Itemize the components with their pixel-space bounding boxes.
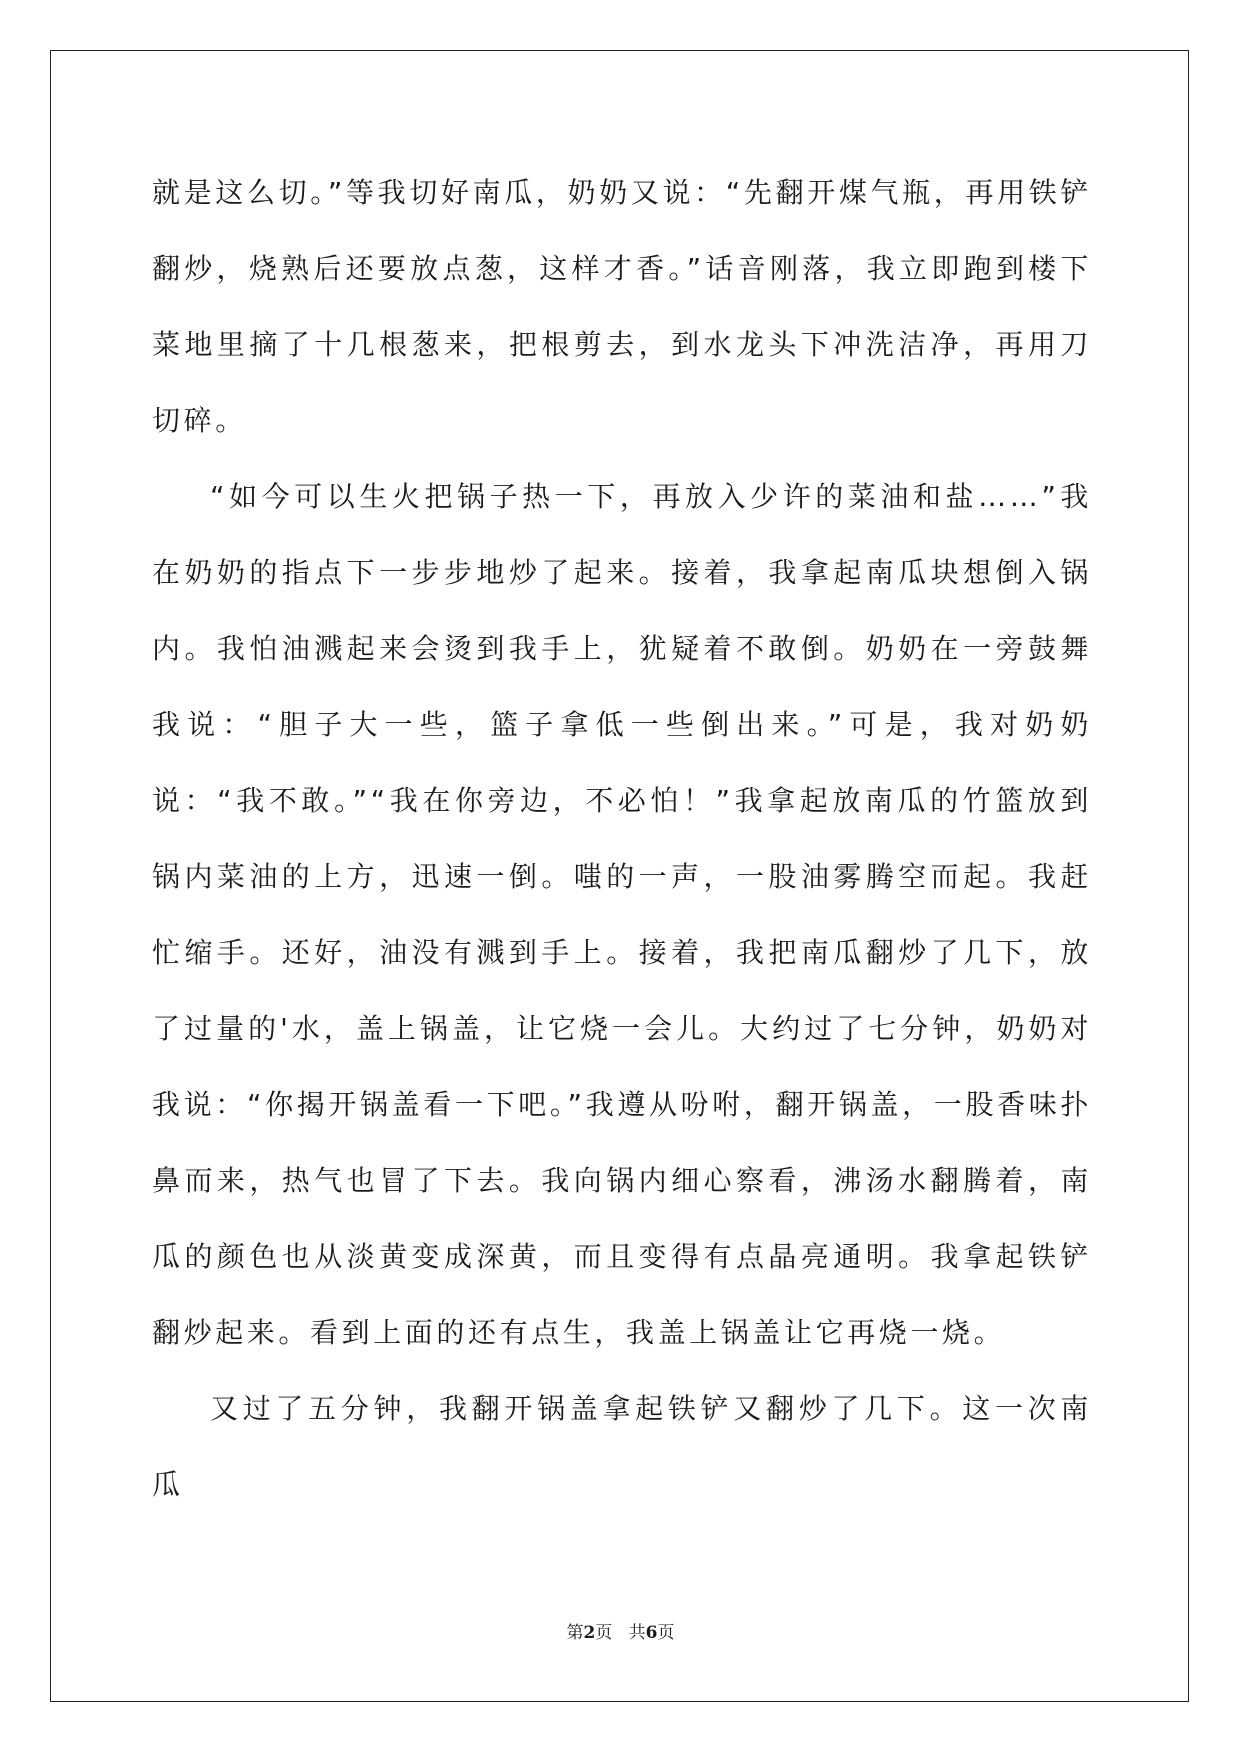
footer-prefix: 第 <box>566 1623 584 1643</box>
footer-mid: 页 共 <box>595 1623 646 1643</box>
paragraph-1: 就是这么切。”等我切好南瓜，奶奶又说：“先翻开煤气瓶，再用铁铲翻炒，烧熟后还要放点葱，这样才香。”话音刚落，我立即跑到楼下菜地里摘了十几根葱来，把根剪去，到水龙头下冲洗洁净，再用刀切碎。 <box>152 176 1092 437</box>
paragraph-2: “如今可以生火把锅子热一下，再放入少许的菜油和盐……”我在奶奶的指点下一步步地炒了起来。接着，我拿起南瓜块想倒入锅内。我怕油溅起来会烫到我手上，犹疑着不敢倒。奶奶在一旁鼓舞我说：“胆子大一些，篮子拿低一些倒出来。”可是，我对奶奶说：“我不敢。”“我在你旁边，不必怕！”我拿起放南瓜的竹篮放到锅内菜油的上方，迅速一倒。嗤的一声，一股油雾腾空而起。我赶忙缩手。还好，油没有溅到手上。接着，我把南瓜翻炒了几下，放了过量的'水，盖上锅盖，让它烧一会儿。大约过了七分钟，奶奶对我说：“你揭开锅盖看一下吧。”我遵从吩咐，翻开锅盖，一股香味扑鼻而来，热气也冒了下去。我向锅内细心察看，沸汤水翻腾着，南瓜的颜色也从淡黄变成深黄，而且变得有点晶亮通明。我拿起铁铲翻炒起来。看到上面的还有点生，我盖上锅盖让它再烧一烧。 <box>152 480 1092 1349</box>
document-body <box>152 155 1092 1523</box>
current-page-number: 2 <box>583 1623 596 1643</box>
paragraph-3: 又过了五分钟，我翻开锅盖拿起铁铲又翻炒了几下。这一次南瓜 <box>152 1392 1092 1501</box>
footer-suffix: 页 <box>657 1623 675 1643</box>
total-pages-number: 6 <box>645 1623 658 1643</box>
page-footer <box>0 1618 1241 1643</box>
